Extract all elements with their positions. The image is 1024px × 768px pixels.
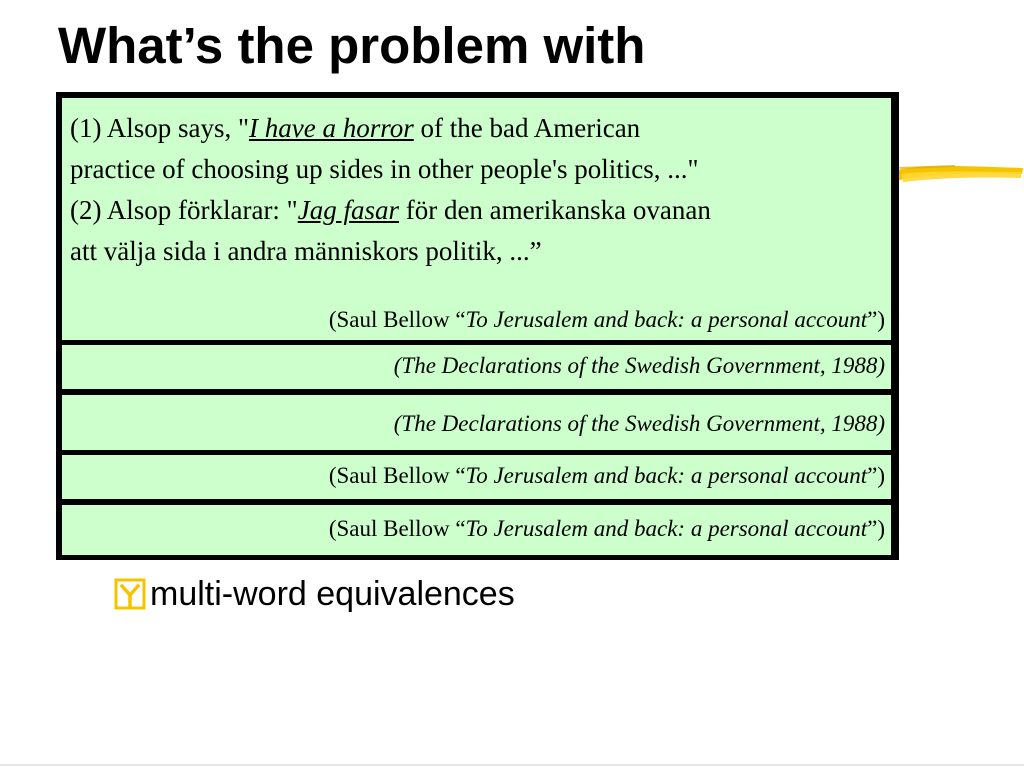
quote-line-1: (1) Alsop says, "I have a horror of the bad American [70, 113, 641, 143]
quotation-text [62, 98, 891, 272]
quote-emphasis-swedish: Jag fasar [297, 195, 399, 225]
y-checkbox-icon [114, 578, 146, 610]
citation-bellow: (Saul Bellow “To Jerusalem and back: a personal account”) [328, 463, 885, 488]
citation-bellow: (Saul Bellow “To Jerusalem and back: a personal account”) [328, 307, 885, 332]
quote-line-3: (2) Alsop förklarar: "Jag fasar för den amerikanska ovanan [70, 195, 711, 225]
citation-box-bellow-2 [61, 504, 892, 556]
yellow-brush-stroke-icon [895, 158, 1024, 190]
quote-emphasis-english: I have a horror [249, 113, 414, 143]
bottom-divider [0, 764, 1024, 766]
quote-line-4: att välja sida i andra människors politik, ...” [70, 236, 542, 266]
citation-box-bellow-1 [61, 454, 892, 500]
bullet-text: multi-word equivalences [150, 575, 515, 613]
quotation-panel [56, 92, 899, 560]
citation-bellow: (Saul Bellow “To Jerusalem and back: a personal account”) [328, 516, 885, 541]
slide-title: What’s the problem with [58, 17, 646, 74]
quote-line-2: practice of choosing up sides in other people's politics, ..." [70, 154, 699, 184]
citation-box-declarations-1 [61, 344, 892, 390]
citation-declarations: (The Declarations of the Swedish Government, 1988) [393, 353, 885, 378]
citation-declarations: (The Declarations of the Swedish Government, 1988) [393, 411, 885, 436]
quotation-box-main [61, 97, 892, 341]
bullet-item [114, 574, 515, 614]
citation-box-declarations-2 [61, 394, 892, 451]
